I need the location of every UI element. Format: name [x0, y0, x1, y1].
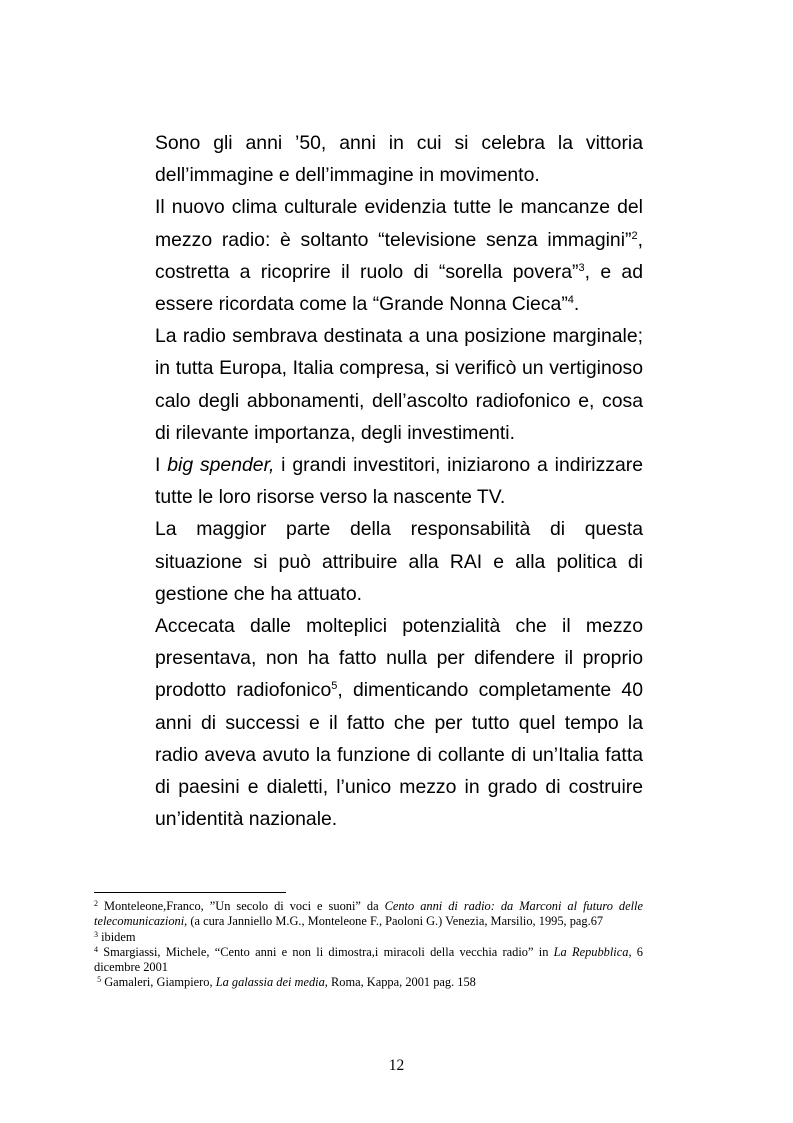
footnote-ref[interactable]: 2: [631, 229, 638, 242]
footnote-separator: [94, 892, 286, 893]
paragraph-6: Accecata dalle molteplici potenzialità che il mezzo presentava, non ha fatto nulla per difendere il proprio prodotto radiofonico$^5$, dimenticando completamente 40 anni di successi e il fatto che per tutto quel tempo la radio aveva avuto la funzione di collante di un’Italia fatta di paesini e dialetti, l’unico mezzo in grado di costruire un’identità nazionale.: [155, 615, 643, 831]
footnotes: [94, 899, 643, 991]
footnote-3: $^3$ ibidem: [94, 929, 136, 944]
page-number: 12: [388, 1057, 405, 1074]
paragraph-3: La radio sembrava destinata a una posizione marginale; in tutta Europa, Italia compresa, si verificò un vertiginoso calo degli abbonamenti, dell’ascolto radiofonico e, cosa di rilevante importanza, degli investimenti.: [155, 325, 643, 444]
paragraph-1: Sono gli anni ’50, anni in cui si celebra la vittoria dell’immagine e dell’immagine in movimento.: [155, 132, 643, 187]
footnote-ref[interactable]: 5: [331, 680, 338, 693]
paragraph-5: La maggior parte della responsabilità di questa situazione si può attribuire alla RAI e alla politica di gestione che ha attuato.: [155, 518, 643, 605]
footnote-ref[interactable]: 4: [567, 294, 574, 307]
paragraph-2: Il nuovo clima culturale evidenzia tutte le mancanze del mezzo radio: è soltanto “televisione senza immagini”$^2$, costretta a ricoprire il ruolo di “sorella povera”$^3$, e ad essere ricordata come la “Grande Nonna Cieca”$^4$.: [155, 196, 644, 316]
footnote-ref[interactable]: 3: [578, 261, 585, 274]
footnote-2: $^2$ Monteleone,Franco, ”Un secolo di voci e suoni” da Cento anni di radio: da Marconi al futuro delle telecomunicazioni, (a cura Janniello M.G., Monteleone F., Paoloni G.) Venezia, Marsilio, 1995, pag.67: [94, 899, 643, 929]
paragraph-4: I big spender, i grandi investitori, iniziarono a indirizzare tutte le loro risorse verso la nascente TV.: [155, 454, 644, 509]
main-text: [155, 127, 643, 835]
footnote-5: $^5$ Gamaleri, Giampiero, La galassia dei media, Roma, Kappa, 2001 pag. 158: [97, 975, 476, 990]
footnote-4: $^4$ Smargiassi, Michele, “Cento anni e non li dimostra,i miracoli della vecchia radio” in La Repubblica, 6 dicembre 2001: [94, 944, 643, 975]
emphasis: big spender,: [167, 454, 275, 477]
